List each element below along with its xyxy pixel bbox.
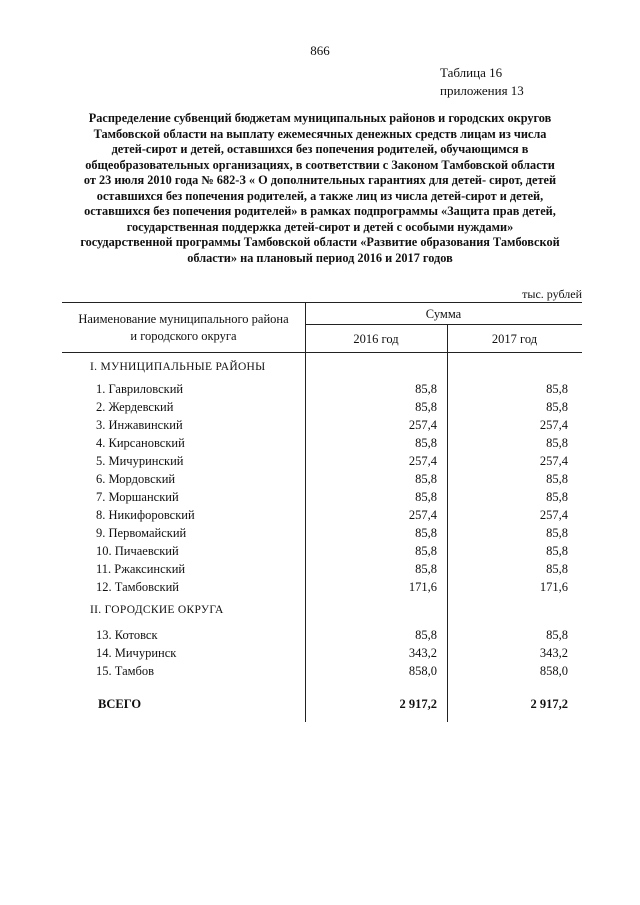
title-line: детей-сирот и детей, оставшихся без попечения родителей, обучающимся в bbox=[111, 142, 529, 156]
value-2017: 85,8 bbox=[546, 526, 568, 540]
title-line: оставшихся без попечения родителей, а также лиц из числа детей-сирот и детей, bbox=[96, 188, 544, 203]
district-name: 10. Пичаевский bbox=[96, 544, 179, 558]
section-title: II. ГОРОДСКИЕ ОКРУГА bbox=[90, 604, 224, 616]
table-row bbox=[62, 400, 582, 418]
header-name-line2: и городского округа bbox=[130, 329, 237, 343]
table-row bbox=[62, 646, 582, 664]
header-name-line1: Наименование муниципального района bbox=[78, 312, 289, 326]
title-line: государственная поддержка детей-сирот и детей с особыми нуждами» bbox=[126, 219, 514, 234]
total-2017: 2 917,2 bbox=[530, 697, 568, 711]
value-2017: 85,8 bbox=[546, 628, 568, 642]
district-name: 13. Котовск bbox=[96, 628, 158, 642]
header-2017: 2017 год bbox=[491, 332, 538, 346]
value-2017: 85,8 bbox=[546, 382, 568, 396]
district-name: 4. Кирсановский bbox=[96, 436, 185, 450]
value-2016: 85,8 bbox=[415, 544, 437, 558]
table-row bbox=[62, 526, 582, 544]
value-2017: 858,0 bbox=[539, 664, 568, 678]
total-2016: 2 917,2 bbox=[399, 697, 437, 711]
header-bottom-border bbox=[62, 352, 582, 353]
value-2016: 85,8 bbox=[415, 472, 437, 486]
table-row bbox=[62, 418, 582, 436]
value-2017: 85,8 bbox=[546, 544, 568, 558]
value-2017: 85,8 bbox=[546, 490, 568, 504]
value-2017: 85,8 bbox=[546, 436, 568, 450]
table-row bbox=[62, 562, 582, 580]
district-name: 9. Первомайский bbox=[96, 526, 187, 540]
table-reference-line2: приложения 13 bbox=[440, 83, 524, 98]
table-top-border bbox=[62, 302, 582, 303]
value-2017: 257,4 bbox=[539, 508, 568, 522]
table-row bbox=[62, 382, 582, 400]
title-line: Распределение субвенций бюджетам муниципальных районов и городских округов bbox=[88, 111, 552, 125]
table-row bbox=[62, 490, 582, 508]
district-name: 8. Никифоровский bbox=[96, 508, 195, 522]
table-row bbox=[62, 664, 582, 682]
table-row bbox=[62, 436, 582, 454]
value-2017: 257,4 bbox=[539, 418, 568, 432]
district-name: 6. Мордовский bbox=[96, 472, 176, 486]
header-sum-underline bbox=[305, 324, 582, 325]
value-2016: 257,4 bbox=[408, 454, 437, 468]
district-name: 15. Тамбов bbox=[96, 664, 155, 678]
table-row bbox=[62, 472, 582, 490]
title-line: государственной программы Тамбовской области «Развитие образования Тамбовской bbox=[80, 235, 560, 249]
value-2016: 171,6 bbox=[408, 580, 437, 594]
total-label: ВСЕГО bbox=[98, 697, 142, 711]
title-line: общеобразовательных организациях, в соответствии с Законом Тамбовской области bbox=[85, 157, 555, 172]
value-2017: 343,2 bbox=[539, 646, 568, 660]
table-row bbox=[62, 544, 582, 562]
district-name: 1. Гавриловский bbox=[96, 382, 184, 396]
table-reference bbox=[440, 64, 524, 100]
table-row bbox=[62, 628, 582, 646]
title-line: области» на плановый период 2016 и 2017 годов bbox=[187, 250, 453, 265]
value-2017: 85,8 bbox=[546, 472, 568, 486]
value-2016: 85,8 bbox=[415, 490, 437, 504]
title-line: от 23 июля 2010 года № 682-З « О дополнительных гарантиях для детей- сирот, детей bbox=[83, 173, 557, 187]
page-number: 866 bbox=[310, 43, 330, 58]
value-2017: 85,8 bbox=[546, 562, 568, 576]
value-2016: 85,8 bbox=[415, 382, 437, 396]
district-name: 14. Мичуринск bbox=[96, 646, 177, 660]
value-2016: 85,8 bbox=[415, 436, 437, 450]
title-line: Тамбовской области на выплату ежемесячных денежных средств лицам из числа bbox=[93, 126, 547, 141]
value-2016: 257,4 bbox=[408, 418, 437, 432]
units-label: тыс. рублей bbox=[522, 287, 582, 301]
table-reference-line1: Таблица 16 bbox=[440, 65, 503, 80]
value-2016: 85,8 bbox=[415, 628, 437, 642]
value-2016: 343,2 bbox=[408, 646, 437, 660]
value-2016: 85,8 bbox=[415, 400, 437, 414]
table-row bbox=[62, 454, 582, 472]
title-line: оставшихся без попечения родителей» в рамках подпрограммы «Защита прав детей, bbox=[84, 204, 556, 218]
value-2016: 858,0 bbox=[408, 664, 437, 678]
value-2016: 85,8 bbox=[415, 562, 437, 576]
district-name: 2. Жердевский bbox=[96, 400, 174, 414]
district-name: 7. Моршанский bbox=[96, 490, 179, 504]
value-2016: 85,8 bbox=[415, 526, 437, 540]
section-title: I. МУНИЦИПАЛЬНЫЕ РАЙОНЫ bbox=[90, 361, 266, 373]
total-row bbox=[62, 697, 582, 715]
table-row bbox=[62, 580, 582, 598]
value-2017: 171,6 bbox=[539, 580, 568, 594]
value-2017: 257,4 bbox=[539, 454, 568, 468]
header-2016: 2016 год bbox=[353, 332, 399, 346]
header-sum: Сумма bbox=[425, 307, 462, 321]
district-name: 11. Ржаксинский bbox=[96, 562, 186, 576]
district-name: 12. Тамбовский bbox=[96, 580, 179, 594]
value-2016: 257,4 bbox=[408, 508, 437, 522]
table-row bbox=[62, 508, 582, 526]
value-2017: 85,8 bbox=[546, 400, 568, 414]
district-name: 3. Инжавинский bbox=[96, 418, 183, 432]
document-title bbox=[68, 111, 572, 266]
district-name: 5. Мичуринский bbox=[96, 454, 184, 468]
